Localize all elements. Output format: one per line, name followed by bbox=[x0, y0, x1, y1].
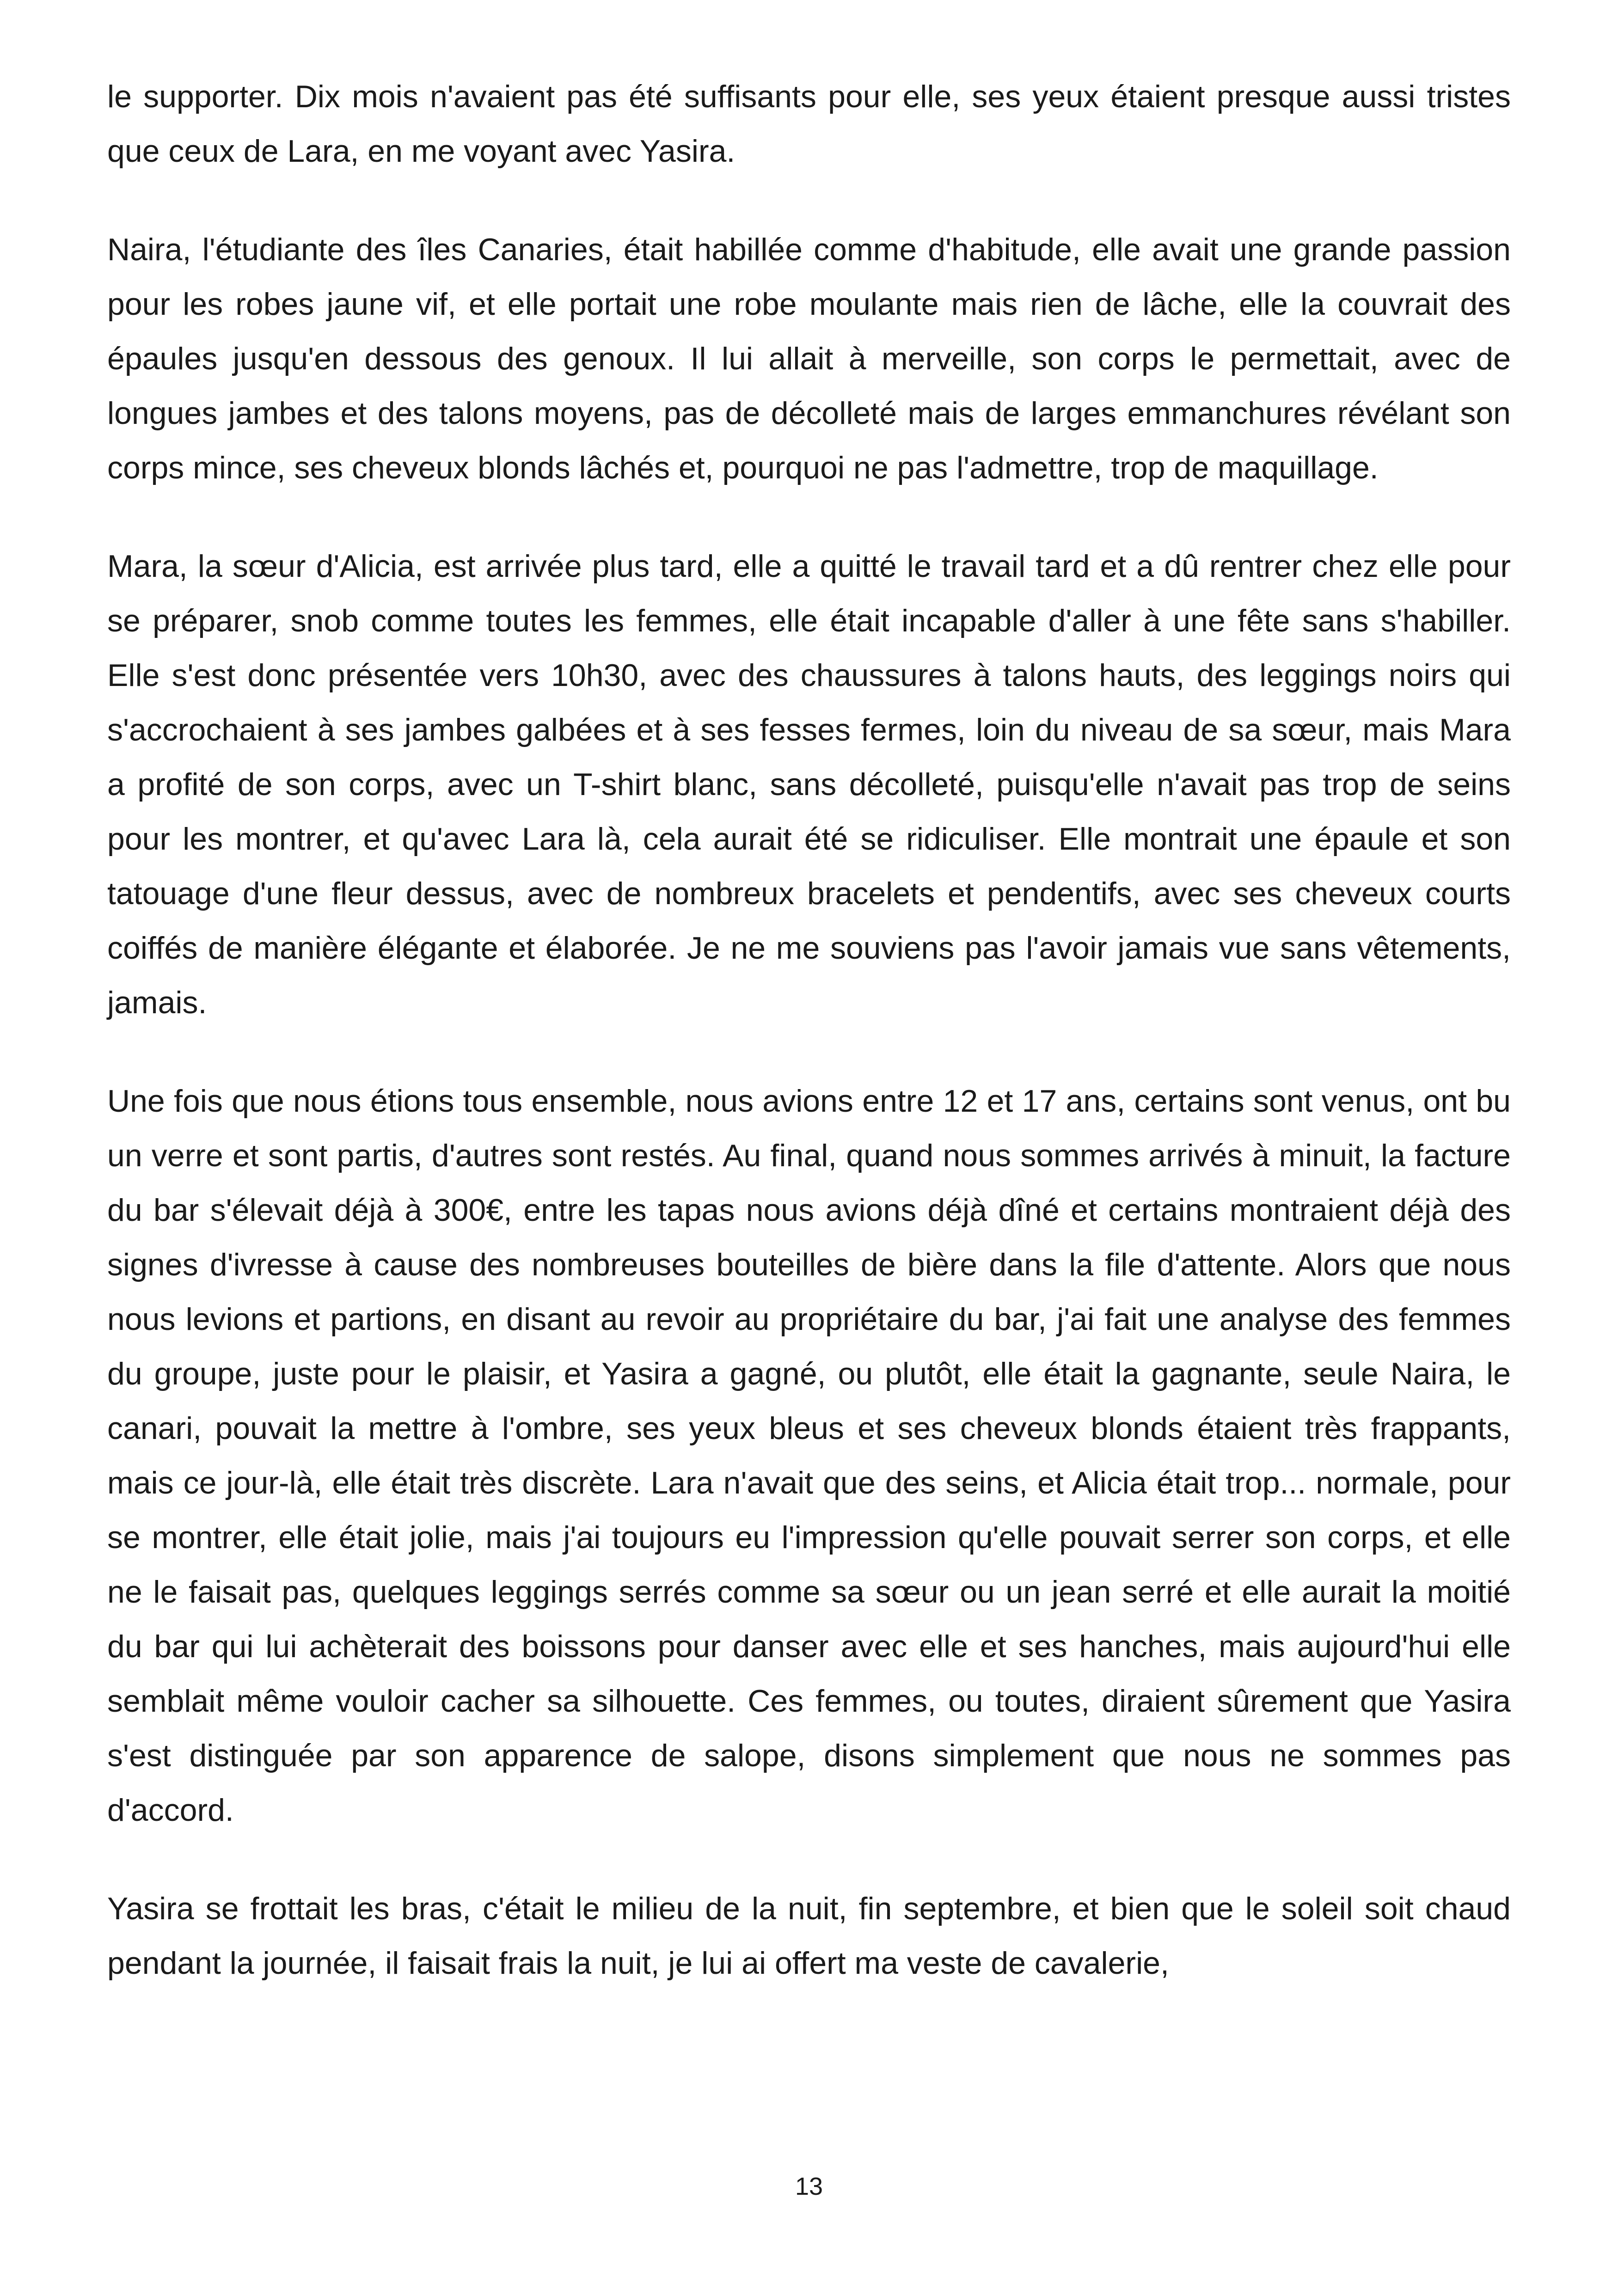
page-number: 13 bbox=[795, 2173, 823, 2200]
page-body bbox=[107, 69, 1511, 2034]
paragraph: Une fois que nous étions tous ensemble, nous avions entre 12 et 17 ans, certains sont venus, ont bu un verre et sont partis, d'autres sont restés. Au final, quand nous sommes arrivés à minuit, la facture du bar s'élevait déjà à 300€, entre les tapas nous avions déjà dîné et certains montraient déjà des signes d'ivresse à cause des nombreuses bouteilles de bière dans la file d'attente. Alors que nous nous levions et partions, en disant au revoir au propriétaire du bar, j'ai fait une analyse des femmes du groupe, juste pour le plaisir, et Yasira a gagné, ou plutôt, elle était la gagnante, seule Naira, le canari, pouvait la mettre à l'ombre, ses yeux bleus et ses cheveux blonds étaient très frappants, mais ce jour-là, elle était très discrète. Lara n'avait que des seins, et Alicia était trop... normale, pour se montrer, elle était jolie, mais j'ai toujours eu l'impression qu'elle pouvait serrer son corps, et elle ne le faisait pas, quelques leggings serrés comme sa sœur ou un jean serré et elle aurait la moitié du bar qui lui achèterait des boissons pour danser avec elle et ses hanches, mais aujourd'hui elle semblait même vouloir cacher sa silhouette. Ces femmes, ou toutes, diraient sûrement que Yasira s'est distinguée par son apparence de salope, disons simplement que nous ne sommes pas d'accord. bbox=[107, 1084, 1511, 1828]
paragraph: Yasira se frottait les bras, c'était le milieu de la nuit, fin septembre, et bien que le soleil soit chaud pendant la journée, il faisait frais la nuit, je lui ai offert ma veste de cavalerie, bbox=[107, 1891, 1511, 1981]
paragraph: Naira, l'étudiante des îles Canaries, était habillée comme d'habitude, elle avait une grande passion pour les robes jaune vif, et elle portait une robe moulante mais rien de lâche, elle la couvrait des épaules jusqu'en dessous des genoux. Il lui allait à merveille, son corps le permettait, avec de longues jambes et des talons moyens, pas de décolleté mais de larges emmanchures révélant son corps mince, ses cheveux blonds lâchés et, pourquoi ne pas l'admettre, trop de maquillage. bbox=[107, 232, 1511, 485]
paragraph: le supporter. Dix mois n'avaient pas été suffisants pour elle, ses yeux étaient presque aussi tristes que ceux de Lara, en me voyant avec Yasira. bbox=[107, 79, 1511, 169]
paragraph: Mara, la sœur d'Alicia, est arrivée plus tard, elle a quitté le travail tard et a dû rentrer chez elle pour se préparer, snob comme toutes les femmes, elle était incapable d'aller à une fête sans s'habiller. Elle s'est donc présentée vers 10h30, avec des chaussures à talons hauts, des leggings noirs qui s'accrochaient à ses jambes galbées et à ses fesses fermes, loin du niveau de sa sœur, mais Mara a profité de son corps, avec un T-shirt blanc, sans décolleté, puisqu'elle n'avait pas trop de seins pour les montrer, et qu'avec Lara là, cela aurait été se ridiculiser. Elle montrait une épaule et son tatouage d'une fleur dessus, avec de nombreux bracelets et pendentifs, avec ses cheveux courts coiffés de manière élégante et élaborée. Je ne me souviens pas l'avoir jamais vue sans vêtements, jamais. bbox=[107, 549, 1511, 1020]
